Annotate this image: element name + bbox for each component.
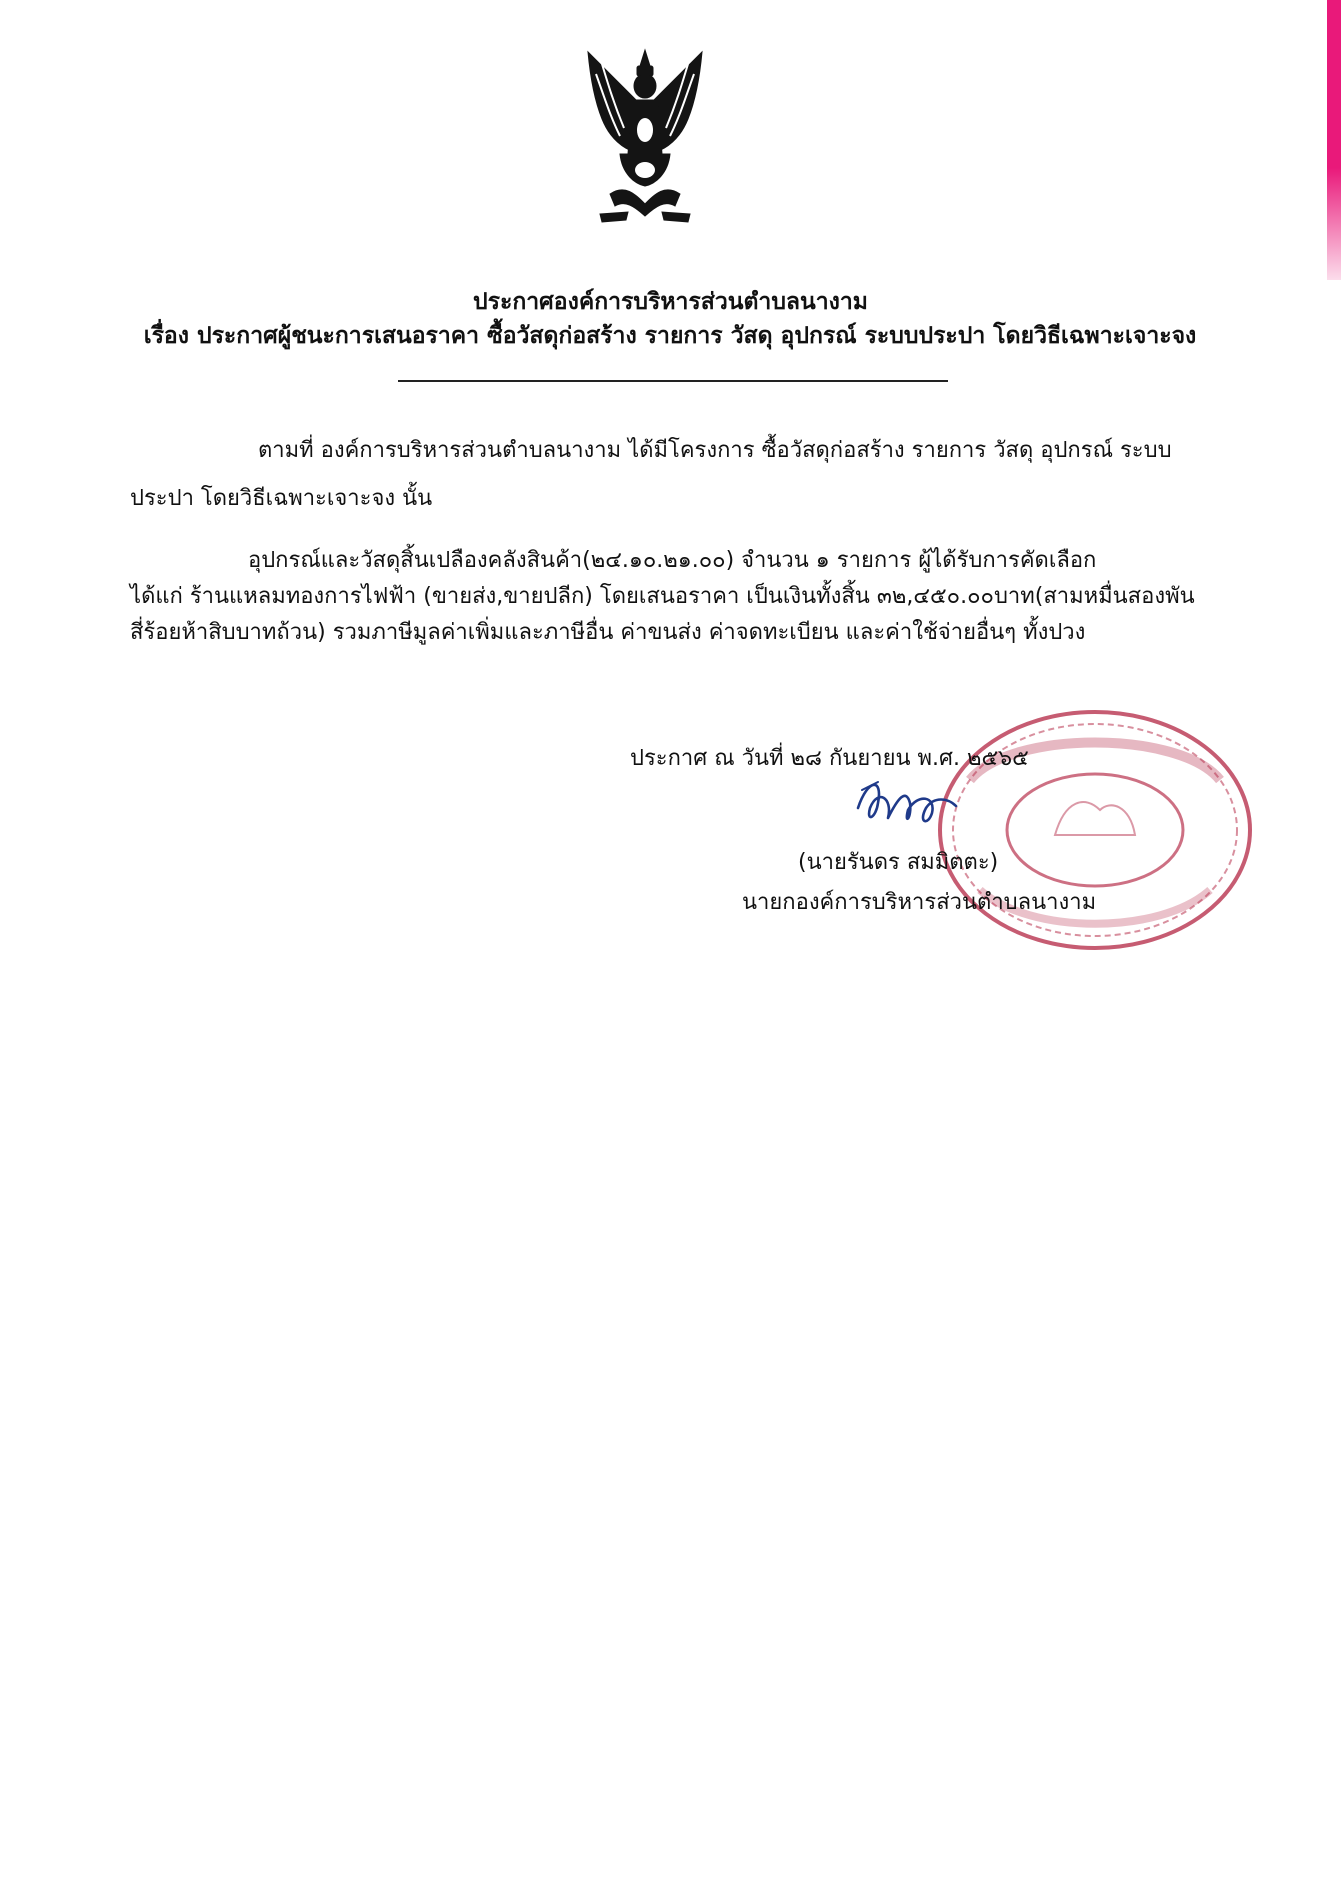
edge-mark xyxy=(1327,0,1341,280)
paragraph-2-line-1: อุปกรณ์และวัสดุสิ้นเปลืองคลังสินค้า(๒๔.๑๐.๒๑.๐๐) จำนวน ๑ รายการ ผู้ได้รับการคัดเลือก xyxy=(248,548,1097,573)
signature-icon xyxy=(848,768,968,838)
paragraph-1-line-1: ตามที่ องค์การบริหารส่วนตำบลนางาม ได้มีโครงการ ซื้อวัสดุก่อสร้าง รายการ วัสดุ อุปกรณ์ ระบบ xyxy=(258,438,1172,463)
paragraph-2-line-2: ได้แก่ ร้านแหลมทองการไฟฟ้า (ขายส่ง,ขายปลีก) โดยเสนอราคา เป็นเงินทั้งสิ้น ๓๒,๔๕๐.๐๐บาท(สามหมื่นสองพัน xyxy=(130,584,1195,609)
paragraph-2-line-3: สี่ร้อยห้าสิบบาทถ้วน) รวมภาษีมูลค่าเพิ่มและภาษีอื่น ค่าขนส่ง ค่าจดทะเบียน และค่าใช้จ่ายอื่นๆ ทั้งปวง xyxy=(130,620,1086,645)
announcement-subject: เรื่อง ประกาศผู้ชนะการเสนอราคา ซื้อวัสดุก่อสร้าง รายการ วัสดุ อุปกรณ์ ระบบประปา โดยวิธีเฉพาะเจาะจง xyxy=(143,323,1197,349)
official-seal-stamp xyxy=(930,700,1260,960)
title-underline xyxy=(398,380,948,382)
signer-name: (นายรันดร สมมิตตะ) xyxy=(798,850,999,875)
announcement-title: ประกาศองค์การบริหารส่วนตำบลนางาม xyxy=(473,289,868,315)
signer-title: นายกองค์การบริหารส่วนตำบลนางาม xyxy=(742,890,1097,915)
announcement-date: ประกาศ ณ วันที่ ๒๘ กันยายน พ.ศ. ๒๕๖๕ xyxy=(630,746,1029,771)
garuda-emblem-icon xyxy=(580,44,710,244)
paragraph-1-line-2: ประปา โดยวิธีเฉพาะเจาะจง นั้น xyxy=(130,486,433,511)
